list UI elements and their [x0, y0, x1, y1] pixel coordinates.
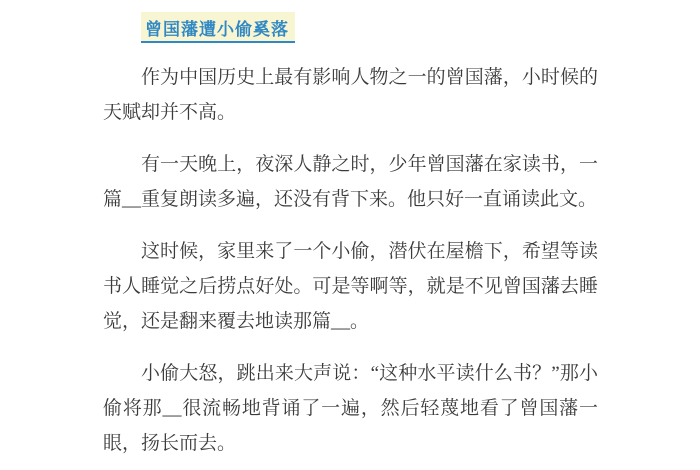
- paragraph-1: 作为中国历史上最有影响人物之一的曾国藩，小时候的天赋却并不高。: [103, 67, 598, 123]
- document-title: 曾国藩遭小偷奚落: [141, 12, 295, 43]
- paragraph-3: 这时候，家里来了一个小偷，潜伏在屋檐下，希望等读书人睡觉之后捞点好处。可是等啊等，就是不见曾国藩去睡觉，还是翻来覆去地读那篇__。: [103, 241, 598, 332]
- title-row: [141, 12, 598, 43]
- paragraph-2: 有一天晚上，夜深人静之时，少年曾国藩在家读书，一篇__重复朗读多遍，还没有背下来。他只好一直诵读此文。: [103, 154, 598, 210]
- paragraph-4: 小偷大怒，跳出来大声说：“这种水平读什么书？”那小偷将那__很流畅地背诵了一遍，然后轻蔑地看了曾国藩一眼，扬长而去。: [103, 363, 598, 454]
